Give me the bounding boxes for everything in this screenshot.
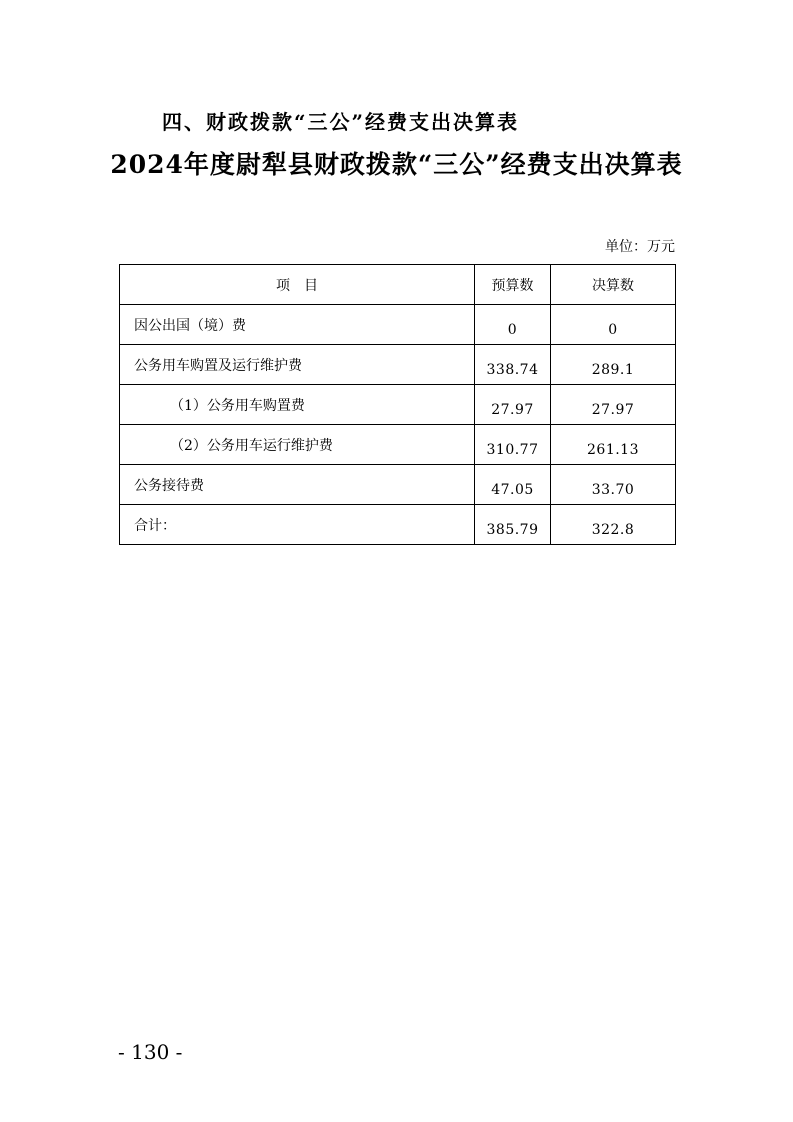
total-label: 合计： [120,505,475,545]
column-header-item: 项 目 [120,265,475,305]
table-total-row [120,505,676,545]
row-budget-value: 338.74 [475,345,551,385]
row-item-label: （2）公务用车运行维护费 [120,425,475,465]
column-header-budget: 预算数 [475,265,551,305]
row-budget-value: 27.97 [475,385,551,425]
page-title: 2024年度尉犁县财政拨款“三公”经费支出决算表 [110,150,683,179]
row-final-value: 0 [551,305,676,345]
row-final-value: 33.70 [551,465,676,505]
table-row [120,425,676,465]
total-final-value: 322.8 [551,505,676,545]
total-budget-value: 385.79 [475,505,551,545]
table-row [120,465,676,505]
row-budget-value: 0 [475,305,551,345]
unit-label: 单位：万元 [605,239,675,255]
row-final-value: 289.1 [551,345,676,385]
row-final-value: 261.13 [551,425,676,465]
row-budget-value: 310.77 [475,425,551,465]
section-heading: 四、财政拨款“三公”经费支出决算表 [162,110,520,134]
table-row [120,305,676,345]
row-final-value: 27.97 [551,385,676,425]
expenditure-table [119,264,676,545]
column-header-final: 决算数 [551,265,676,305]
page-number: - 130 - [118,1040,183,1064]
row-item-label: （1）公务用车购置费 [120,385,475,425]
table-row [120,385,676,425]
row-item-label: 公务用车购置及运行维护费 [120,345,475,385]
row-item-label: 公务接待费 [120,465,475,505]
table-row [120,345,676,385]
row-item-label: 因公出国（境）费 [120,305,475,345]
row-budget-value: 47.05 [475,465,551,505]
table-header-row [120,265,676,305]
